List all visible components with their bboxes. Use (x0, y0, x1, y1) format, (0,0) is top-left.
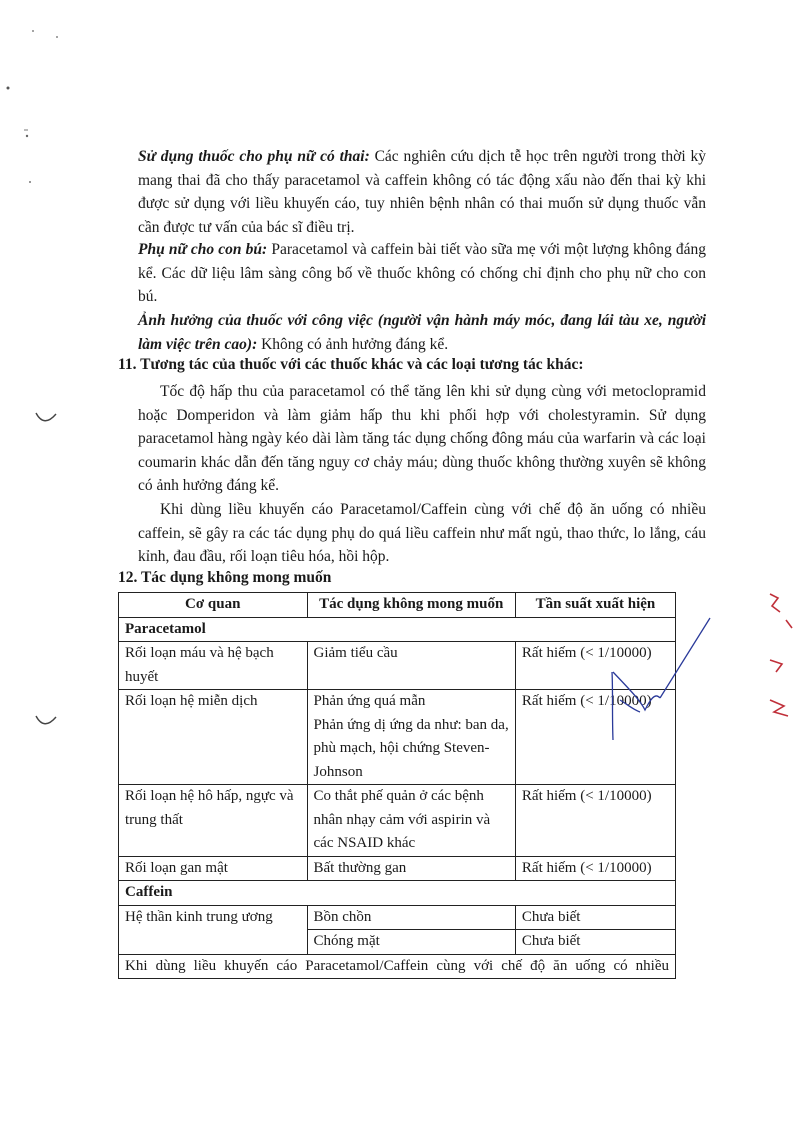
pregnancy-paragraph (138, 145, 706, 239)
work-effect-paragraph (138, 309, 706, 356)
work-effect-heading: Ảnh hưởng của thuốc với công việc (người vận hành máy móc, đang lái tàu xe, người làm việc trên cao): (138, 312, 706, 353)
pregnancy-text: Các nghiên cứu dịch tễ học trên người trong thời kỳ mang thai đã cho thấy paracetamol và caffein không có tác động xấu nào đến thai kỳ khi được sử dụng với liều khuyến cáo, tuy nhiên bệnh nhân có thai muốn sử dụng thuốc vẫn cần được tư vấn của bác sĩ điều trị. (138, 148, 706, 236)
table-row (119, 785, 676, 857)
pregnancy-heading: Sử dụng thuốc cho phụ nữ có thai: (138, 148, 370, 165)
group-row-caffein (119, 881, 676, 906)
group-row-paracetamol (119, 617, 676, 642)
group-label-caffein: Caffein (119, 881, 676, 906)
breastfeeding-text: Paracetamol và caffein bài tiết vào sữa mẹ với một lượng không đáng kể. Các dữ liệu lâm sàng công bố về thuốc không có chống chỉ định cho phụ nữ cho con bú. (138, 241, 706, 305)
section-11-paragraph-1: Tốc độ hấp thu của paracetamol có thể tăng lên khi sử dụng cùng với metoclopramid hoặc Domperidon và làm giảm hấp thu khi phối hợp với cholestyramin. Sử dụng paracetamol hàng ngày kéo dài làm tăng tác dụng chống đông máu của warfarin và các loại coumarin khác dẫn đến tăng nguy cơ chảy máu; dùng thuốc không thường xuyên sẽ không có ảnh hưởng đáng kể. (138, 383, 706, 494)
cell-effect: Bất thường gan (307, 856, 515, 881)
adverse-effects-table (118, 592, 676, 979)
cell-frequency: Rất hiếm (< 1/10000) (515, 690, 675, 785)
cell-frequency: Rất hiếm (< 1/10000) (515, 856, 675, 881)
punch-hole-mark (36, 716, 56, 724)
stamp-fragment (770, 594, 792, 716)
group-label-paracetamol: Paracetamol (119, 617, 676, 642)
breastfeeding-heading: Phụ nữ cho con bú: (138, 241, 268, 258)
cell-organ: Rối loạn hệ hô hấp, ngực và trung thất (119, 785, 308, 857)
section-11-title: 11. Tương tác của thuốc với các thuốc khác và các loại tương tác khác: (118, 356, 584, 373)
cell-organ: Hệ thần kinh trung ương (119, 905, 308, 954)
cell-effect: Chóng mặt (307, 930, 515, 955)
cell-frequency: Chưa biết (515, 905, 675, 930)
cell-effect: Phản ứng quá mẫn Phản ứng dị ứng da như: ban da, phù mạch, hội chứng Steven-Johnson (307, 690, 515, 785)
punch-hole-mark (36, 413, 56, 421)
breastfeeding-paragraph (138, 238, 706, 309)
section-12-title: 12. Tác dụng không mong muốn (118, 569, 332, 586)
cell-effect: Giảm tiểu cầu (307, 642, 515, 690)
table-row (119, 642, 676, 690)
header-effect: Tác dụng không mong muốn (307, 593, 515, 618)
header-frequency: Tần suất xuất hiện (515, 593, 675, 618)
footer-note: Khi dùng liều khuyến cáo Paracetamol/Caffein cùng với chế độ ăn uống có nhiều (119, 954, 676, 979)
header-organ: Cơ quan (119, 593, 308, 618)
cell-frequency: Rất hiếm (< 1/10000) (515, 642, 675, 690)
table-header-row (119, 593, 676, 618)
table-row (119, 856, 676, 881)
cell-effect: Co thắt phế quản ở các bệnh nhân nhạy cảm với aspirin và các NSAID khác (307, 785, 515, 857)
cell-effect: Bồn chồn (307, 905, 515, 930)
cell-organ: Rối loạn gan mật (119, 856, 308, 881)
cell-frequency: Chưa biết (515, 930, 675, 955)
cell-organ: Rối loạn máu và hệ bạch huyết (119, 642, 308, 690)
table-footer-row (119, 954, 676, 979)
work-effect-text: Không có ảnh hưởng đáng kể. (257, 335, 449, 353)
section-11-paragraph-2: Khi dùng liều khuyến cáo Paracetamol/Caffein cùng với chế độ ăn uống có nhiều caffein, sẽ gây ra các tác dụng phụ do quá liều caffein như mất ngủ, thao thức, lo lắng, cáu kỉnh, đau đầu, rối loạn tiêu hóa, hồi hộp. (138, 501, 706, 565)
cell-frequency: Rất hiếm (< 1/10000) (515, 785, 675, 857)
table-row (119, 690, 676, 785)
cell-organ: Rối loạn hệ miễn dịch (119, 690, 308, 785)
table-row (119, 905, 676, 930)
